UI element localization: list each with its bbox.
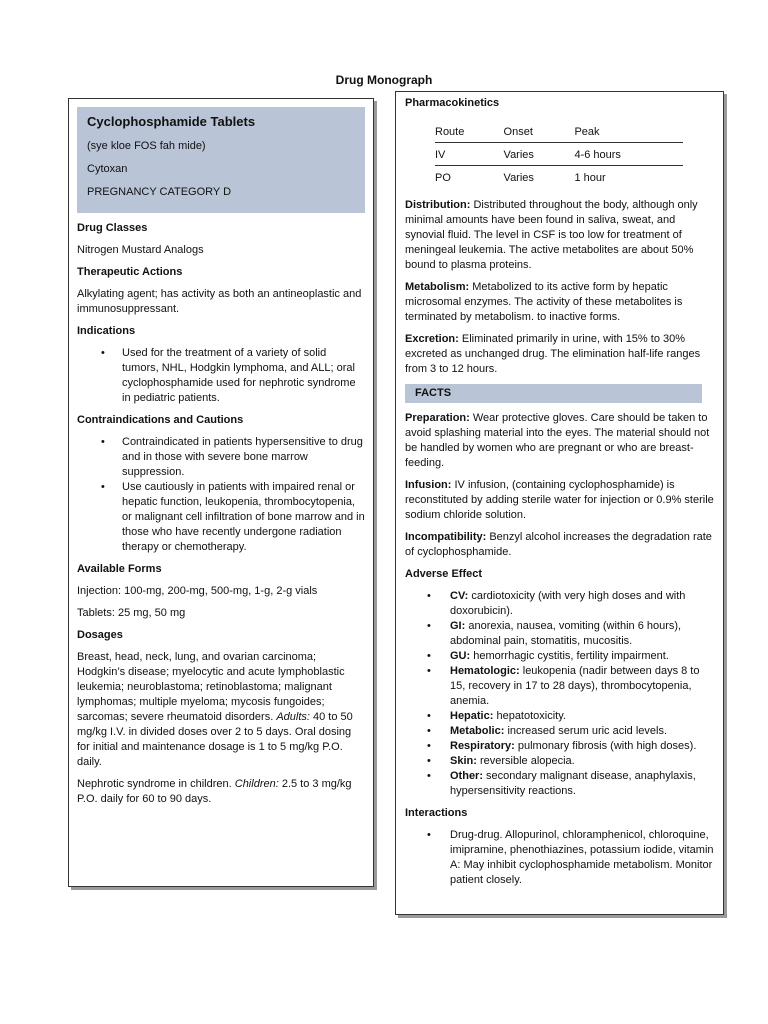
- dosage-indication: Breast, head, neck, lung, and ovarian carcinoma; Hodgkin’s disease; myelocytic and acute lymphoblastic leukemia; neuroblastoma; retinoblastoma; malignant lymphomas; multiple myeloma; mycosis fungoides; sarcomas; severe rheumatoid disorders.: [77, 651, 345, 723]
- adverse-effects-list: [405, 589, 715, 799]
- adverse-text: increased serum uric acid levels.: [504, 725, 668, 737]
- incompatibility-text: Benzyl alcohol increases the degradation rate of cyclophosphamide.: [405, 531, 712, 558]
- drug-name: Cyclophosphamide Tablets: [87, 114, 256, 129]
- list-item: [405, 619, 715, 649]
- facts-heading: FACTS: [405, 384, 702, 403]
- left-panel: [68, 98, 374, 887]
- dosage-children-label: Children:: [234, 778, 279, 790]
- table-cell: PO: [435, 172, 451, 184]
- drug-classes-heading: Drug Classes: [77, 222, 148, 234]
- adverse-text: anorexia, nausea, vomiting (within 6 hours), abdominal pain, stomatitis, mucositis.: [450, 620, 682, 647]
- adverse-label: Respiratory:: [450, 740, 515, 752]
- dosage-children-indication: Nephrotic syndrome in children.: [77, 778, 232, 790]
- interactions-heading: Interactions: [405, 807, 468, 819]
- adverse-effect-heading: Adverse Effect: [405, 568, 483, 580]
- table-header: Onset: [504, 119, 575, 142]
- list-item: [405, 739, 715, 754]
- table-cell: 1 hour: [574, 172, 606, 184]
- adverse-text: hemorrhagic cystitis, fertility impairment.: [470, 650, 669, 662]
- list-item: • Drug-drug. Allopurinol, chloramphenicol, chloroquine, imipramine, phenothiazines, potassium iodide, vitamin A: May inhibit cyclophosphamide metabolism. Monitor patient closely.: [405, 828, 715, 888]
- preparation-text: Wear protective gloves. Care should be taken to avoid splashing material into the eyes. The material should not be handled by women who are pregnant or who are breast-feeding.: [405, 412, 710, 469]
- pharmacokinetics-heading: Pharmacokinetics: [405, 97, 500, 109]
- therapeutic-actions-text: Alkylating agent; has activity as both an antineoplastic and immunosuppressant.: [77, 288, 362, 315]
- indications-heading: Indications: [77, 325, 136, 337]
- dosage-children-text: 2.5 to 3 mg/kg P.O. daily for 60 to 90 days.: [77, 778, 352, 805]
- table-header: Route: [435, 119, 504, 142]
- metabolism-label: Metabolism:: [405, 281, 470, 293]
- pronunciation: (sye kloe FOS fah mide): [87, 140, 206, 152]
- incompatibility: [405, 530, 715, 560]
- list-item: • Use cautiously in patients with impaired renal or hepatic function, leukopenia, thrombocytopenia, or malignant cell infiltration of bone marrow and in those who have recently undergone radiation therapy or chemotherapy.: [77, 480, 365, 555]
- brand-name: Cytoxan: [87, 163, 128, 175]
- adverse-label: Skin:: [450, 755, 477, 767]
- metabolism-text: Metabolized to its active form by hepatic microsomal enzymes. The activity of these metabolites is terminated by metabolism. to inactive forms.: [405, 281, 683, 323]
- infusion-label: Infusion:: [405, 479, 452, 491]
- available-forms-heading: Available Forms: [77, 563, 162, 575]
- pregnancy-category: PREGNANCY CATEGORY D: [87, 186, 232, 198]
- list-item: • Contraindicated in patients hypersensitive to drug and in those with severe bone marrow suppression.: [77, 435, 365, 480]
- page-title: Drug Monograph: [335, 73, 433, 87]
- table-cell: Varies: [504, 142, 575, 165]
- pharmacokinetics-table: [435, 119, 683, 188]
- list-item: [405, 724, 715, 739]
- list-item: [405, 664, 715, 709]
- adverse-text: secondary malignant disease, anaphylaxis, hypersensitivity reactions.: [450, 770, 696, 797]
- table-header: Peak: [574, 119, 683, 142]
- therapeutic-actions-heading: Therapeutic Actions: [77, 266, 183, 278]
- list-item: • Used for the treatment of a variety of solid tumors, NHL, Hodgkin lymphoma, and ALL; oral cyclophosphamide used for nephrotic syndrome in pediatric patients.: [77, 346, 365, 406]
- excretion-text: Eliminated primarily in urine, with 15% to 30% excreted as unchanged drug. The elimination half-life ranges from 3 to 12 hours.: [405, 333, 701, 375]
- distribution-label: Distribution:: [405, 199, 471, 211]
- interactions-list: [405, 828, 715, 888]
- list-item: [405, 709, 715, 724]
- drug-classes-text: Nitrogen Mustard Analogs: [77, 244, 204, 256]
- contraindications-list: [77, 435, 365, 555]
- adverse-text: reversible alopecia.: [476, 755, 575, 767]
- drug-header: [77, 107, 365, 213]
- adverse-text: hepatotoxicity.: [493, 710, 566, 722]
- dosage-children: [77, 777, 365, 807]
- table-cell: 4-6 hours: [574, 142, 683, 165]
- excretion: [405, 332, 715, 377]
- excretion-label: Excretion:: [405, 333, 459, 345]
- adverse-label: Other:: [450, 770, 483, 782]
- forms-injection: Injection: 100-mg, 200-mg, 500-mg, 1-g, 2-g vials: [77, 585, 318, 597]
- infusion-text: IV infusion, (containing cyclophosphamide) is reconstituted by adding sterile water for injection or 0.9% sterile sodium chloride solution.: [405, 479, 714, 521]
- dosages-heading: Dosages: [77, 629, 123, 641]
- preparation: [405, 411, 715, 471]
- table-row: [435, 142, 683, 165]
- adverse-label: GU:: [450, 650, 471, 662]
- adverse-label: Metabolic:: [450, 725, 505, 737]
- table-cell: IV: [435, 142, 504, 165]
- adverse-label: Hematologic:: [450, 665, 520, 677]
- forms-tablets: Tablets: 25 mg, 50 mg: [77, 607, 186, 619]
- list-item: [405, 589, 715, 619]
- adverse-label: GI:: [450, 620, 466, 632]
- preparation-label: Preparation:: [405, 412, 470, 424]
- list-item: [405, 769, 715, 799]
- dosage-adults-label: Adults:: [276, 711, 310, 723]
- incompatibility-label: Incompatibility:: [405, 531, 487, 543]
- adverse-text: cardiotoxicity (with very high doses and with doxorubicin).: [450, 590, 686, 617]
- adverse-text: leukopenia (nadir between days 8 to 15, recovery in 17 to 28 days), thrombocytopenia, anemia.: [450, 665, 700, 707]
- adverse-label: CV:: [450, 590, 469, 602]
- indications-list: [77, 346, 365, 406]
- dosage-adults: [77, 650, 365, 770]
- list-item: [405, 754, 715, 769]
- distribution-text: Distributed throughout the body, although only minimal amounts have been found in saliva, sweat, and synovial fluid. The level in CSF is too low for treatment of meningeal leukemia. The active metabolites are about 50% bound to plasma proteins.: [405, 199, 698, 271]
- adverse-text: pulmonary fibrosis (with high doses).: [514, 740, 697, 752]
- table-row: [435, 165, 683, 188]
- distribution: [405, 198, 715, 273]
- contraindications-heading: Contraindications and Cautions: [77, 414, 244, 426]
- infusion: [405, 478, 715, 523]
- right-panel: [395, 91, 724, 915]
- metabolism: [405, 280, 715, 325]
- dosage-adults-text: 40 to 50 mg/kg I.V. in divided doses over 2 to 5 days. Oral dosing for initial and maintenance dosage is 1 to 5 mg/kg P.O. daily.: [77, 711, 353, 768]
- table-cell: Varies: [503, 172, 534, 184]
- adverse-label: Hepatic:: [450, 710, 494, 722]
- list-item: [405, 649, 715, 664]
